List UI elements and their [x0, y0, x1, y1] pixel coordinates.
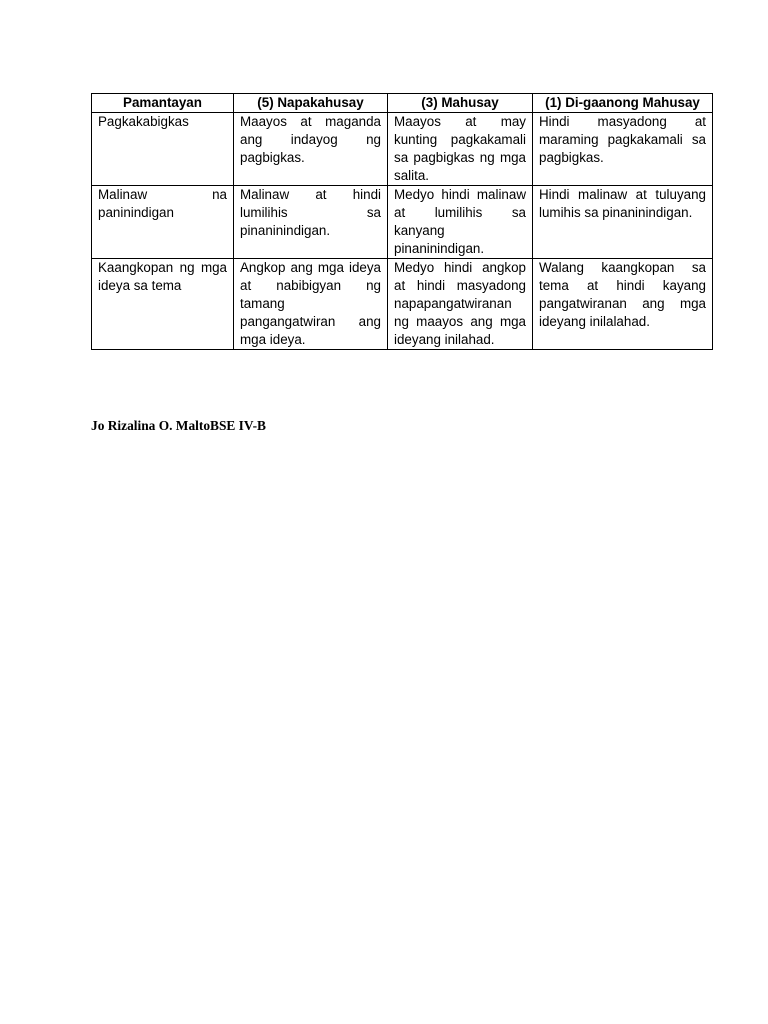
score-1-cell: Hindi masyadong at maraming pagkakamali sa pagbigkas.	[533, 113, 713, 186]
criteria-cell: Kaangkopan ng mga ideya sa tema	[92, 259, 234, 350]
score-5-cell: Malinaw at hindi lumilihis sa pinaninindigan.	[234, 186, 388, 259]
table-row	[92, 186, 713, 259]
header-score-3: (3) Mahusay	[388, 94, 533, 113]
criteria-cell: Pagkakabigkas	[92, 113, 234, 186]
rubric-table	[91, 93, 713, 350]
header-row	[92, 94, 713, 113]
header-score-1: (1) Di-gaanong Mahusay	[533, 94, 713, 113]
table-row	[92, 113, 713, 186]
score-3-cell: Maayos at may kunting pagkakamali sa pagbigkas ng mga salita.	[388, 113, 533, 186]
header-criteria: Pamantayan	[92, 94, 234, 113]
score-3-cell: Medyo hindi malinaw at lumilihis sa kanyang pinaninindigan.	[388, 186, 533, 259]
table-row	[92, 259, 713, 350]
score-5-cell: Maayos at maganda ang indayog ng pagbigkas.	[234, 113, 388, 186]
score-5-cell: Angkop ang mga ideya at nabibigyan ng tamang pangangatwiran ang mga ideya.	[234, 259, 388, 350]
header-score-5: (5) Napakahusay	[234, 94, 388, 113]
criteria-cell: Malinaw na paninindigan	[92, 186, 234, 259]
score-3-cell: Medyo hindi angkop at hindi masyadong napapangatwiranan ng maayos ang mga ideyang inilahad.	[388, 259, 533, 350]
score-1-cell: Walang kaangkopan sa tema at hindi kayang pangatwiranan ang mga ideyang inilalahad.	[533, 259, 713, 350]
author-line: Jo Rizalina O. MaltoBSE IV-B	[91, 418, 266, 433]
score-1-cell: Hindi malinaw at tuluyang lumihis sa pinaninindigan.	[533, 186, 713, 259]
